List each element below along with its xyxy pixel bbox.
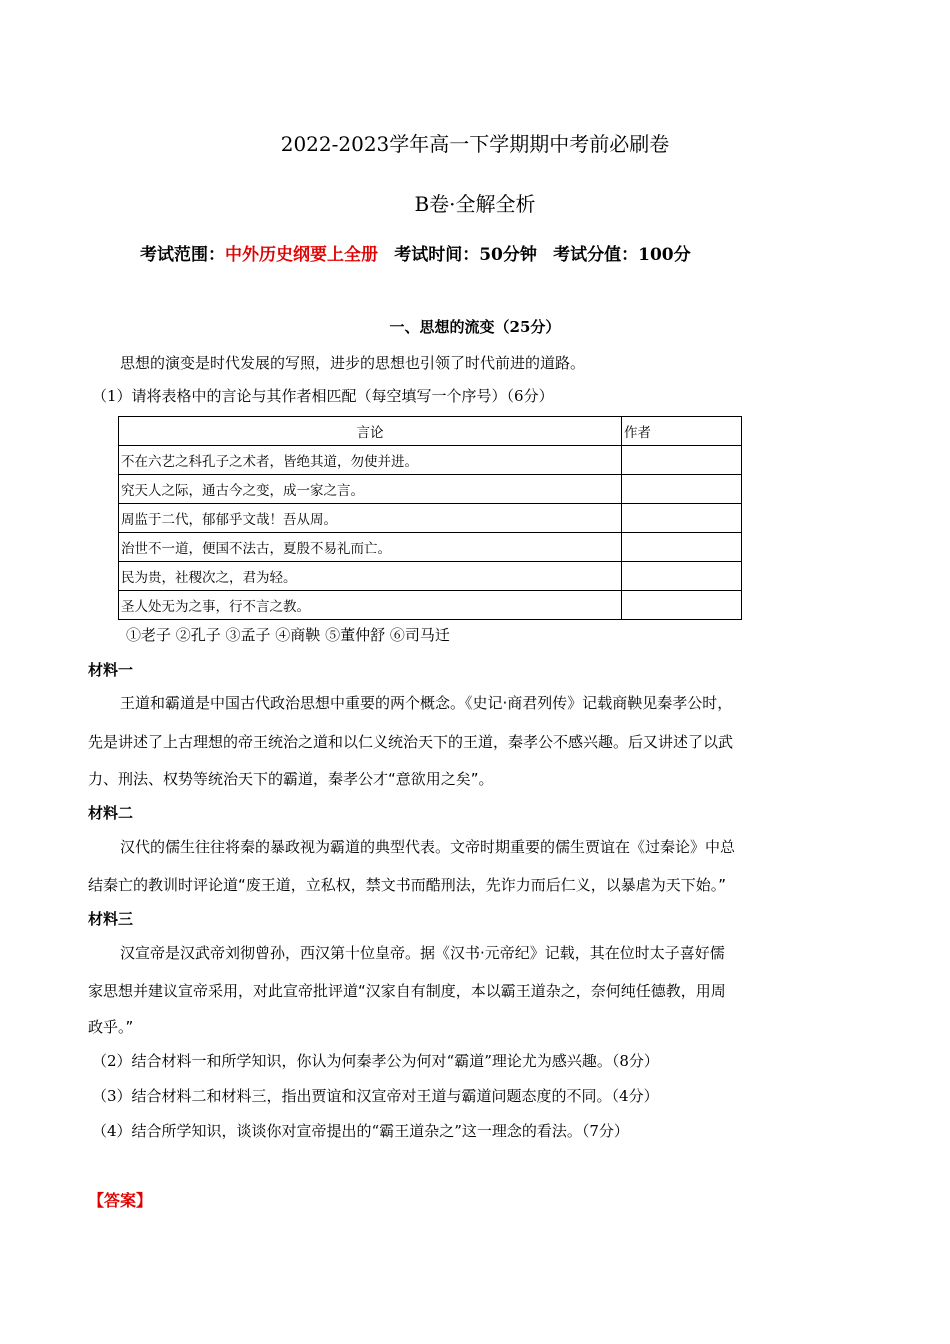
question-4: （4）结合所学知识，谈谈你对宣帝提出的“霸王道杂之”这一理念的看法。（7分） [92, 1122, 629, 1140]
table-row [119, 504, 742, 533]
table-header-row [119, 417, 742, 446]
exam-range-value: 中外历史纲要上全册 [225, 245, 378, 265]
question-2: （2）结合材料一和所学知识，你认为何秦孝公为何对“霸道”理论尤为感兴趣。（8分） [92, 1052, 659, 1070]
table-row [119, 475, 742, 504]
quote-cell: 究天人之际，通古今之变，成一家之言。 [119, 475, 622, 504]
table-header-quote: 言论 [119, 417, 622, 446]
table-row [119, 591, 742, 620]
quote-cell: 不在六艺之科孔子之术者，皆绝其道，勿使并进。 [119, 446, 622, 475]
author-cell[interactable] [622, 562, 742, 591]
author-cell[interactable] [622, 504, 742, 533]
quote-cell: 周监于二代，郁郁乎文哉！吾从周。 [119, 504, 622, 533]
material-2-label: 材料二 [88, 804, 134, 822]
material-3-line: 家思想并建议宣帝采用，对此宣帝批评道“汉家自有制度，本以霸王道杂之，奈何纯任德教，用周 [88, 982, 726, 1000]
author-cell[interactable] [622, 591, 742, 620]
section-title: 一、思想的流变（25分） [389, 318, 561, 336]
match-table [118, 416, 742, 620]
table-row [119, 446, 742, 475]
exam-time: 考试时间：50分钟 [394, 245, 537, 265]
answer-label: 【答案】 [88, 1191, 153, 1210]
exam-score: 考试分值：100分 [553, 245, 691, 265]
question-3: （3）结合材料二和材料三，指出贾谊和汉宣帝对王道与霸道问题态度的不同。（4分） [92, 1087, 659, 1105]
quote-cell: 圣人处无为之事，行不言之教。 [119, 591, 622, 620]
exam-range-label: 考试范围： [140, 245, 225, 265]
material-3-line: 汉宣帝是汉武帝刘彻曾孙，西汉第十位皇帝。据《汉书·元帝纪》记载，其在位时太子喜好儒 [120, 944, 725, 962]
document-title: 2022-2023学年高一下学期期中考前必刷卷 [280, 132, 670, 156]
author-cell[interactable] [622, 475, 742, 504]
table-row [119, 533, 742, 562]
quote-cell: 治世不一道，便国不法古，夏殷不易礼而亡。 [119, 533, 622, 562]
author-cell[interactable] [622, 446, 742, 475]
table-header-author: 作者 [622, 417, 742, 446]
material-2-line: 汉代的儒生往往将秦的暴政视为霸道的典型代表。文帝时期重要的儒生贾谊在《过秦论》中总 [120, 838, 736, 856]
author-cell[interactable] [622, 533, 742, 562]
material-1-line: 王道和霸道是中国古代政治思想中重要的两个概念。《史记·商君列传》记载商鞅见秦孝公时， [120, 694, 733, 712]
material-3-line: 政乎。” [88, 1018, 134, 1036]
material-2-line: 结秦亡的教训时评论道“废王道，立私权，禁文书而酷刑法，先诈力而后仁义，以暴虐为天下始。” [88, 876, 727, 894]
material-1-line: 先是讲述了上古理想的帝王统治之道和以仁义统治天下的王道，秦孝公不感兴趣。后又讲述了以武 [88, 733, 734, 751]
material-1-label: 材料一 [88, 661, 134, 679]
author-options: ①老子 ②孔子 ③孟子 ④商鞅 ⑤董仲舒 ⑥司马迁 [126, 626, 450, 644]
material-3-label: 材料三 [88, 910, 134, 928]
table-row [119, 562, 742, 591]
document-subtitle: B卷·全解全析 [414, 192, 536, 216]
question-1: （1）请将表格中的言论与其作者相匹配（每空填写一个序号）（6分） [92, 387, 554, 405]
quote-cell: 民为贵，社稷次之，君为轻。 [119, 562, 622, 591]
exam-meta [140, 240, 691, 265]
material-1-line: 力、刑法、权势等统治天下的霸道，秦孝公才“意欲用之矣”。 [88, 770, 494, 788]
section-intro: 思想的演变是时代发展的写照，进步的思想也引领了时代前进的道路。 [120, 354, 586, 372]
